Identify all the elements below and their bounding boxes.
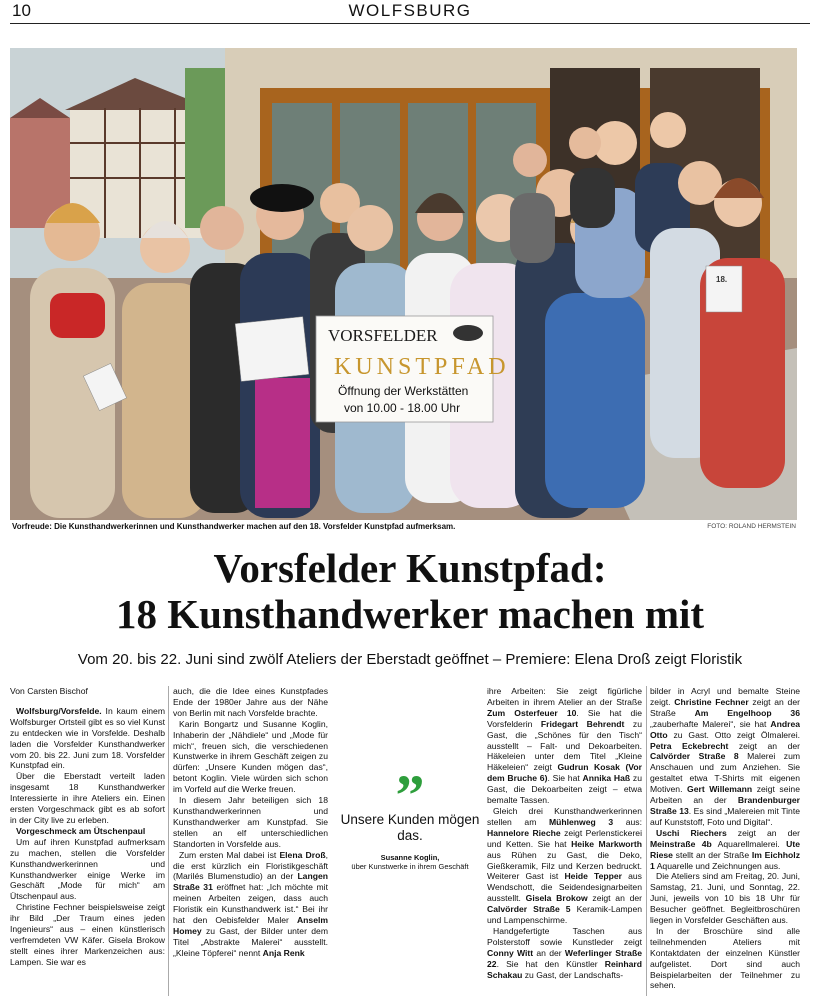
headline-line2: 18 Kunsthandwerker machen mit [115,591,705,637]
quote-author: Susanne Koglin, [380,853,440,862]
sign-line1: VORSFELDER [328,326,438,345]
leaflet-text: 18. [716,275,728,284]
section-subheading: Vorgeschmeck am Ütschenpaul [16,825,146,836]
article-photo [10,48,797,520]
photo-caption: Vorfreude: Die Kunsthandwerkerinnen und Kunsthandwerker machen auf den 18. Vorsfelder Kunstpfad aufmerksam. [12,522,456,531]
sign-line3: Öffnung der Werkstätten [338,384,469,398]
dateline: Wolfsburg/Vorsfelde. [16,705,102,716]
article-column-1 [10,686,165,996]
paragraph: Wolfsburg/Vorsfelde. In kaum einem Wolfsburger Ortsteil gibt es so viel Kunst zu entdecken wie in Vorsfelde. Deshalb laden die Vorsfelder Kunsthandwerker vom 20. bis 22. Juni zum 18. Vorsfelder Kunstpfad ein. [10,705,165,771]
paragraph: Die Ateliers sind am Freitag, 20. Juni, Samstag, 21. Juni, und Sonntag, 22. Juni, jeweils von 10 bis 18 Uhr für Besucher geöffnet. Begleitbroschüren liegen in Vorsfelder Geschäften aus. [650,871,800,926]
group-photo-illustration [10,48,797,520]
paragraph: Christine Fechner beispielsweise zeigt ihr Bild „Der Traum eines jeden Ingenieurs“ aus – einen künstlerisch verfremdeten VW Käfer. Gisela Brokow stellt eines ihrer Markenzeichen aus: Lampen. Sie war es [10,902,165,967]
headline [10,545,810,637]
sign-line4: von 10.00 - 18.00 Uhr [344,401,461,415]
paragraph: In der Broschüre sind alle teilnehmenden Ateliers mit Kontaktdaten der einzelnen Künstler aufgelistet. Dort sind auch Beispielarbeiten der Teilnehmer zu sehen. [650,925,800,991]
paragraph: Handgefertigte Taschen aus Polsterstoff sowie Kunstleder zeigt Conny Witt an der Weferlinger Straße 22. Sie hat den Künstler Reinhard Schakau zu Gast, der Landschafts- [487,925,642,980]
column-divider [646,686,647,996]
quote-mark-icon: ” [395,763,425,828]
byline: Von Carsten Bischof [10,686,88,696]
paragraph: Um auf ihren Kunstpfad aufmerksam zu machen, stellen die Vorsfelder Kunsthandwerkerinnen und Kunsthandwerker einige Werke im Geschäft „Mode für mich“ am Ütschenpaul aus. [10,836,165,902]
article-column-4 [487,686,642,996]
paragraph: bilder in Acryl und bemalte Steine zeigt. Christine Fechner zeigt an der Straße Am Engelhoop 36 „zauberhafte Malerei“, sie hat Andrea Otto zu Gast. Otto zeigt Ölmalerei. Petra Eckebrecht zeigt an der Calvörder Straße 8 Malerei zum Anschauen und zum Anziehen. Sie gestaltet etwa T-Shirts mit eigenen Motiven. Gert Willemann zeigt seine Arbeiten an der Brandenburger Straße 13. Es sind „Malereien mit Tinte auf Kunststoff, Foto und Digital“. [650,686,800,827]
photo-credit: FOTO: ROLAND HERMSTEIN [707,523,796,530]
page-header [10,0,810,24]
quote-role: über Kunstwerke in ihrem Geschäft [351,862,469,871]
paragraph: Karin Bongartz und Susanne Koglin, Inhaberin der „Nähdiele“ und „Mode für mich“, freuen sich, die verschiedenen Kunstwerke in ihrem Geschäft zeigen zu dürfen: „Unsere Kunden mögen das“, betont Koglin. Viele würden sich schon im Vorfeld auf die Werke freuen. [173,718,328,795]
kunstpfad-sign [316,316,510,422]
headline-line1: Vorsfelder Kunstpfad: [213,545,607,591]
paragraph: Zum ersten Mal dabei ist Elena Droß, die erst kürzlich ein Floristikgeschäft (Marilés Blumenstudio) an der Langen Straße 31 eröffnet hat: „Ich möchte mit meinen Arbeiten zeigen, dass auch Floristik ein Kunsthandwerk ist.“ Bei ihr hat den Oebisfelder Maler Anselm Homey zu Gast, der Bilder unter dem Titel „Abstrakte Malerei“ ausstellt. „Kleine Töpferei“ nennt Anja Renk [173,849,328,958]
paragraph: ihre Arbeiten: Sie zeigt figürliche Arbeiten in ihrem Atelier an der Straße Zum Osterfeuer 10. Sie hat die Vorsfelderin Fridegart Behrendt zu Gast, die „Schönes für den Tisch“ ausstellt – Falt- und Dekoarbeiten. Häkeleien unter dem Titel „Kleine Häkeleien“ zeigt Gudrun Kosak (Vor dem Bruche 6). Sie hat Annika Haß zu Gast, die Dekoarbeiten zeigt – etwa bemalte Tassen. [487,686,642,806]
paragraph: Uschi Riechers zeigt an der Meinstraße 4b Aquarellmalerei. Ute Riese stellt an der Straße Im Eichholz 1 Aquarelle und Zeichnungen aus. [650,827,800,871]
article-column-2 [173,686,328,996]
section-title: WOLFSBURG [348,1,472,20]
quote-text: Unsere Kunden mögen das. [340,812,480,843]
paragraph: Über die Eberstadt verteilt laden insgesamt 18 Kunsthandwerker Interessierte in ihre Ateliers ein. Einen ersten Vorgeschmack gibt es ab sofort in der City live zu erleben. [10,771,165,825]
subheadline: Vom 20. bis 22. Juni sind zwölf Ateliers der Eberstadt geöffnet – Premiere: Elena Droß zeigt Floristik [77,651,743,668]
paragraph: Gleich drei Kunsthandwerkerinnen stellen am Mühlenweg 3 aus: Hannelore Rieche zeigt Perlenstickerei und Ketten. Sie hat Heike Markworth aus Rühen zu Gast, die Deko, Gießkeramik, Filz und Kerzen bedruckt. Weiterer Gast ist Heide Tepper aus Wendschott, die Seidendesignarbeiten ausstellt. Gisela Brokow zeigt an der Calvörder Straße 5 Keramik-Lampen und Lampenschirme. [487,805,642,926]
paragraph: auch, die die Idee eines Kunstpfades Ende der 1980er Jahre aus der Nähe von Berlin mit nach Vorsfelde brachte. [173,686,328,718]
column-divider [168,686,169,996]
article-body [10,686,800,996]
sign-line2: KUNSTPFAD [334,354,510,380]
article-column-5 [650,686,800,996]
page-number: 10 [12,1,31,20]
pull-quote [340,763,480,871]
paragraph: In diesem Jahr beteiligen sich 18 Kunsthandwerkerinnen und Kunsthandwerker am Kunstpfad. Sie stellen an elf unterschiedlichen Standorten in Vorsfelde aus. [173,795,328,849]
